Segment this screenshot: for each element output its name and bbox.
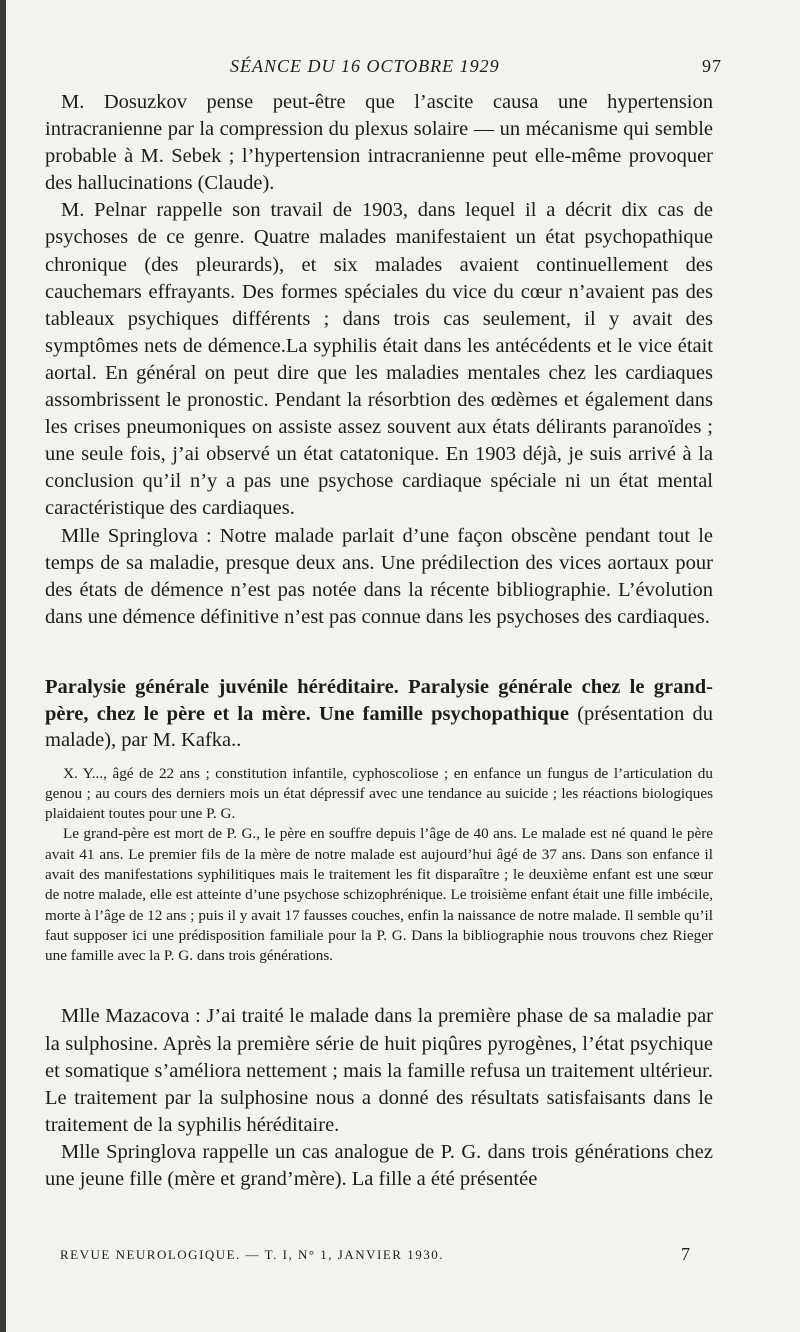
- paragraph-springlova: Mlle Springlova : Notre malade parlait d’une façon obscène pendant tout le temps de sa maladie, presque deux ans. Une prédilection des vices aortaux pour des états de démence n’est pas notée dans la récente bibliographie. L’évolution dans une démence définitive n’est pas connue dans les psychoses des cardiaques.: [45, 524, 713, 628]
- page-number: 97: [702, 56, 722, 76]
- paragraph-pelnar: M. Pelnar rappelle son travail de 1903, dans lequel il a décrit dix cas de psychoses de ce genre. Quatre malades manifestaient un état psychopathique chronique (des pleurards), et six malades avaient continuellement des cauchemars effrayants. Des formes spéciales du vice du cœur n’avaient pas des tableaux psychiques différents ; dans trois cas seulement, il y avait des symptômes nets de démence.La syphilis était dans les antécédents et le vice était aortal. En général on peut dire que les maladies mentales chez les cardiaques assombrissent le pronostic. Pendant la résorbtion des œdèmes et également dans les crises pneumoniques on assiste assez souvent aux états délirants paranoïdes ; une seule fois, j’ai observé un état catatonique. En 1903 déjà, je suis arrivé à la conclusion qu’il n’y a pas une psychose cardiaque spéciale ni un état mental caractéristique des cardiaques.: [45, 199, 713, 520]
- page-footer: [60, 1246, 690, 1264]
- paragraph-springlova-2: Mlle Springlova rappelle un cas analogue de P. G. dans trois générations chez une jeune fille (mère et grand’mère). La fille a été présentée: [45, 1140, 713, 1191]
- sheet-number: 7: [681, 1244, 690, 1264]
- discussion-block: [45, 89, 713, 631]
- paragraph-dosuzkov: M. Dosuzkov pense peut-être que l’ascite causa une hypertension intracranienne par la compression du plexus solaire — un mécanisme qui semble probable à M. Sebek ; l’hypertension intracranienne peut elle-même provoquer des hallucinations (Claude).: [45, 91, 713, 195]
- case-summary: X. Y..., âgé de 22 ans ; constitution infantile, cyphoscoliose ; en enfance un fungus de l’articulation du genou ; au cours des derniers mois un état dépressif avec une tendance au suicide ; les réactions biologiques plaidaient toutes pour une P. G.: [45, 764, 713, 823]
- journal-citation: REVUE NEUROLOGIQUE. — T. I, N° 1, JANVIER 1930.: [60, 1247, 444, 1262]
- running-title: SÉANCE DU 16 OCTOBRE 1929: [230, 56, 500, 76]
- section-title-bold: Paralysie générale juvénile héréditaire. Paralysie générale chez le grand-père, chez le père et la mère. Une famille psychopathique: [45, 676, 713, 725]
- paragraph-mazacova: Mlle Mazacova : J’ai traité le malade dans la première phase de sa maladie par la sulphosine. Après la première série de huit piqûres pyrogènes, l’état psychique et somatique s’améliora nettement ; mais la famille refusa un traitement ultérieur. Le traitement par la sulphosine nous a donné des résultats satisfaisants dans le traitement de la syphilis héréditaire.: [45, 1005, 713, 1136]
- family-history: Le grand-père est mort de P. G., le père en souffre depuis l’âge de 40 ans. Le malade est né quand le père avait 41 ans. Le premier fils de la mère de notre malade est aujourd’hui âgé de 37 ans. Dans son enfance il avait des manifestations syphilitiques mais le traitement les fit disparaître ; le deuxième enfant est une sœur de notre malade, elle est atteinte d’une psychose schizophrénique. Le troisième enfant était une fille imbécile, morte à l’âge de 12 ans ; puis il y avait 17 fausses couches, enfin la naissance de notre malade. Il semble qu’il faut supposer ici une prédisposition familiale pour la P. G. Dans la bibliographie nous trouvons chez Rieger une famille avec la P. G. dans trois générations.: [45, 825, 713, 965]
- binding-edge: [0, 0, 6, 1332]
- section-title: [45, 674, 713, 754]
- page-header: [60, 56, 722, 80]
- case-presentation: [45, 674, 713, 1193]
- section-title-presenter: (présentation du malade), par M. Kafka..: [45, 702, 713, 751]
